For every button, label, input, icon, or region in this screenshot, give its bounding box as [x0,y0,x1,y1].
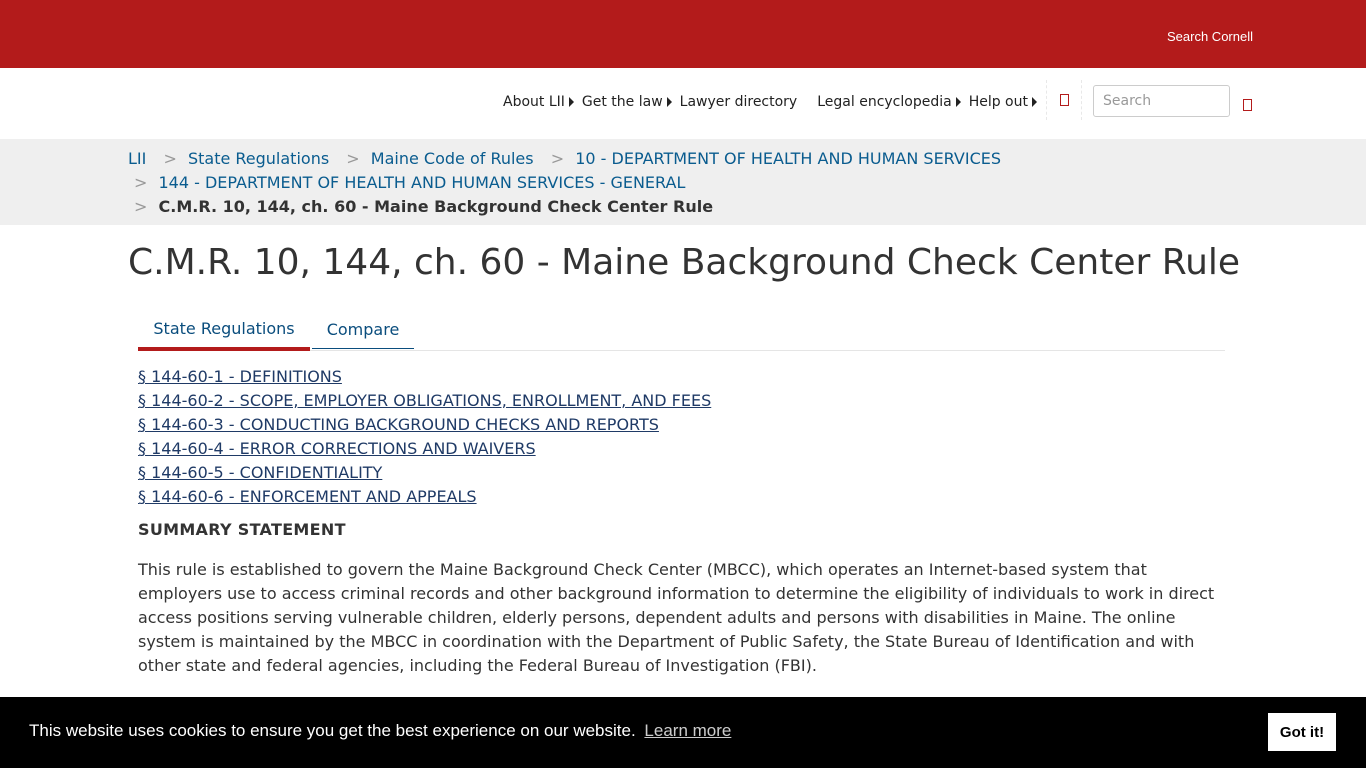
list-item [138,437,711,461]
breadcrumb-line-3 [134,197,713,216]
breadcrumb-separator: > [134,197,148,216]
cookie-learn-more-link[interactable]: Learn more [644,721,732,740]
section-link-3[interactable]: § 144-60-3 - CONDUCTING BACKGROUND CHECKS AND REPORTS [138,415,659,434]
caret-right-icon [1032,97,1037,107]
top-bar [0,0,1366,68]
breadcrumb-separator: > [134,173,148,192]
nav-lawyer-directory[interactable] [680,94,798,110]
search-input[interactable] [1093,85,1230,117]
list-item [138,365,711,389]
breadcrumb-line-2 [134,173,685,192]
breadcrumb-dept-144[interactable]: 144 - DEPARTMENT OF HEALTH AND HUMAN SERVICES - GENERAL [158,173,686,192]
breadcrumb-lii[interactable]: LII [128,149,147,168]
nav-get-the-law[interactable] [582,94,672,110]
nav-toggle-button[interactable] [1046,80,1082,120]
section-link-5[interactable]: § 144-60-5 - CONFIDENTIALITY [138,463,383,482]
tab-state-regulations[interactable]: State Regulations [138,310,310,351]
summary-text: This rule is established to govern the Maine Background Check Center (MBCC), which operates an Internet-based system that employers use to access criminal records and other background information to determine the eligibility of individuals to work in direct access positions serving vulnerable children, elderly persons, dependent adults and persons with disabilities in Maine. The online system is maintained by the MBCC in coordination with the Department of Public Safety, the State Bureau of Identification and with other state and federal agencies, including the Federal Bureau of Investigation (FBI). [138,560,1215,675]
section-list [138,365,711,509]
breadcrumb-current: C.M.R. 10, 144, ch. 60 - Maine Background Check Center Rule [158,197,714,216]
breadcrumb-separator: > [550,149,565,168]
tab-bar [138,310,1225,351]
nav-help-out-label: Help out [968,94,1028,110]
search-submit-button[interactable] [1243,96,1252,115]
breadcrumb-line-1 [128,149,1001,168]
breadcrumb-separator: > [163,149,177,168]
list-item [138,461,711,485]
nav-about-lii-label: About LII [503,94,565,110]
section-link-2[interactable]: § 144-60-2 - SCOPE, EMPLOYER OBLIGATIONS, ENROLLMENT, AND FEES [138,391,712,410]
nav-help-out[interactable] [969,94,1037,110]
tab-compare[interactable]: Compare [312,310,414,349]
cookie-message-text: This website uses cookies to ensure you get the best experience on our website. [29,721,636,740]
cookie-banner [0,697,1366,768]
nav-menu [503,92,1057,112]
list-item [138,485,711,509]
section-link-6[interactable]: § 144-60-6 - ENFORCEMENT AND APPEALS [138,487,477,506]
list-item [138,389,711,413]
list-item [138,413,711,437]
section-link-1[interactable]: § 144-60-1 - DEFINITIONS [138,367,342,386]
caret-right-icon [667,97,672,107]
search-icon [1243,99,1252,111]
search-cornell-link[interactable]: Search Cornell [1167,29,1253,44]
cookie-accept-button[interactable]: Got it! [1268,713,1336,751]
nav-legal-encyclopedia[interactable] [817,94,960,110]
breadcrumb-dept-10[interactable]: 10 - DEPARTMENT OF HEALTH AND HUMAN SERVICES [575,149,1002,168]
nav-lawyer-directory-label: Lawyer directory [679,94,798,110]
missing-glyph-icon [1060,94,1069,106]
caret-right-icon [569,97,574,107]
section-link-4[interactable]: § 144-60-4 - ERROR CORRECTIONS AND WAIVERS [138,439,536,458]
caret-right-icon [956,97,961,107]
nav-get-the-law-label: Get the law [581,94,663,110]
breadcrumb-separator: > [346,149,360,168]
breadcrumb-state-regulations[interactable]: State Regulations [187,149,330,168]
nav-legal-encyclopedia-label: Legal encyclopedia [817,94,952,110]
main-nav [0,68,1366,138]
breadcrumb [0,139,1366,225]
breadcrumb-maine-code[interactable]: Maine Code of Rules [370,149,534,168]
cookie-message [29,721,731,741]
page-title: C.M.R. 10, 144, ch. 60 - Maine Background Check Center Rule [128,242,1241,283]
nav-about-lii[interactable] [503,94,574,110]
summary-heading: SUMMARY STATEMENT [138,520,346,539]
